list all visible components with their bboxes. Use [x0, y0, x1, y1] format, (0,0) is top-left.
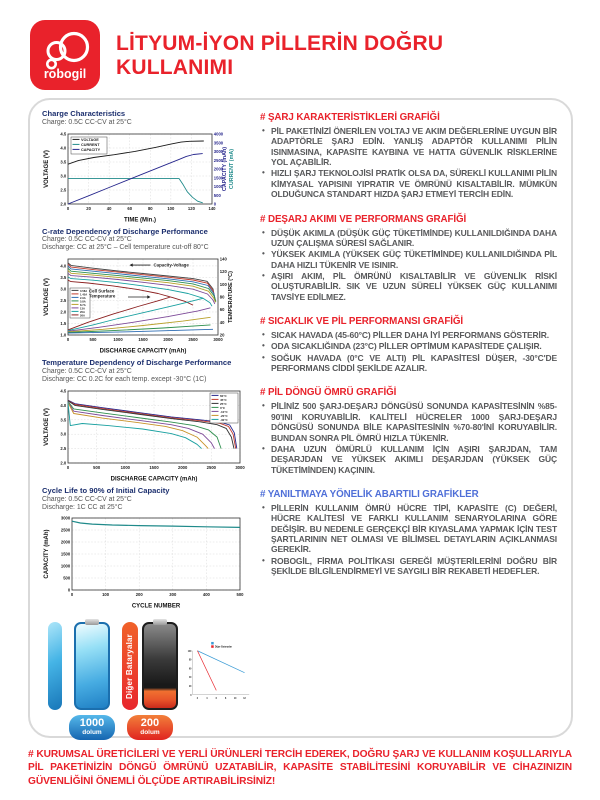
footer-note	[0, 748, 600, 788]
bullet-item: • YÜKSEK AKIMLA (YÜKSEK GÜÇ TÜKETİMİNDE) KULLANILDIĞINDA PİL DAHA HIZLI TÜKENİR VE ISINIR.	[260, 249, 557, 270]
svg-text:2000: 2000	[60, 539, 71, 545]
section-bullets	[260, 126, 557, 200]
chart-cycle-life	[42, 487, 252, 610]
svg-text:40: 40	[106, 205, 112, 211]
svg-text:500: 500	[236, 592, 244, 598]
svg-text:100: 100	[187, 651, 192, 654]
svg-text:VOLTAGE (V): VOLTAGE (V)	[44, 278, 50, 317]
svg-text:3.0: 3.0	[60, 173, 67, 179]
svg-text:3.5: 3.5	[60, 159, 67, 165]
svg-text:20A: 20A	[80, 311, 85, 315]
svg-text:1.0: 1.0	[60, 332, 67, 338]
section-2	[260, 214, 557, 303]
footer-text: # KURUMSAL ÜRETİCİLERİ VE YERLİ ÜRÜNLERİ TERCİH EDEREK, DOĞRU ŞARJ VE KULLANIM KOŞULLARIYLA PİL PAKETİNİZİN DÖNGÜ ÖMRÜNÜ UZATABİLİR, KAPASİTE STABİLİTESİNİ KORUYABİLİR VE CİHAZINIZIN GÜVENLİĞİNİ ÖNEMLİ ÖLÇÜDE ARTIRABİLİRSİNİZ!	[28, 749, 572, 787]
chart-title: Cycle Life to 90% of Initial Capacity	[42, 485, 170, 495]
info-sections	[252, 110, 561, 732]
chart-crate-discharge	[42, 228, 252, 355]
svg-text:120: 120	[187, 205, 195, 211]
svg-text:CURRENT (mA): CURRENT (mA)	[229, 148, 235, 189]
page-title: LİTYUM-İYON PİLLERİN DOĞRU KULLANIMI	[116, 32, 444, 79]
svg-text:13A: 13A	[80, 307, 85, 311]
cycle-life-plot	[42, 513, 248, 609]
svg-text:8.7A: 8.7A	[80, 304, 86, 308]
svg-text:DISCHARGE CAPACITY (mAh): DISCHARGE CAPACITY (mAh)	[110, 476, 198, 482]
crate-discharge-plot	[42, 254, 248, 354]
svg-text:100: 100	[167, 205, 175, 211]
svg-text:Temperature: Temperature	[89, 293, 116, 299]
svg-text:12: 12	[243, 698, 246, 701]
section-bullets	[260, 330, 557, 373]
svg-text:25°C: 25°C	[220, 401, 227, 406]
capacity-retention-mini-plot	[185, 628, 252, 714]
svg-text:DISCHARGE CAPACITY (mAh): DISCHARGE CAPACITY (mAh)	[99, 348, 187, 355]
svg-text:1500: 1500	[60, 551, 71, 557]
cycles-count: 200	[140, 717, 160, 730]
svg-text:200: 200	[135, 592, 143, 598]
svg-text:400: 400	[202, 592, 210, 598]
chart-subtitle: Charge: 0.5C CC-CV at 25°C	[42, 367, 132, 375]
svg-text:120: 120	[219, 269, 227, 275]
svg-text:60°C: 60°C	[220, 393, 227, 398]
svg-text:0°C: 0°C	[220, 405, 226, 410]
section-5	[260, 489, 557, 577]
cycles-count: 1000	[79, 717, 105, 730]
svg-text:4.0: 4.0	[60, 402, 67, 408]
svg-text:0: 0	[66, 205, 70, 211]
other-batteries-label: Diğer Bataryalar	[125, 633, 135, 699]
svg-text:2.0: 2.0	[60, 460, 67, 466]
svg-text:2500: 2500	[60, 527, 71, 533]
svg-text:-30°C: -30°C	[220, 417, 228, 422]
chart-subtitle: Discharge: CC at 25°C – Cell temperature cut-off 80°C	[42, 244, 209, 252]
section-heading: # YANILTMAYA YÖNELİK ABARTILI GRAFİKLER	[260, 488, 479, 500]
svg-text:4.0: 4.0	[60, 145, 67, 151]
full-battery-icon	[74, 622, 110, 710]
svg-text:3000: 3000	[60, 515, 71, 521]
svg-text:4000: 4000	[213, 131, 224, 137]
svg-text:Capacity-Voltage: Capacity-Voltage	[153, 262, 189, 268]
robogil-logo	[30, 20, 100, 90]
svg-text:0.58A: 0.58A	[80, 290, 88, 294]
svg-text:1.5: 1.5	[60, 321, 67, 327]
section-bullets	[260, 401, 557, 475]
svg-text:60: 60	[127, 205, 133, 211]
chart-subtitle: Charge: 0.5C CC-CV at 25°C	[42, 118, 132, 126]
svg-text:CAPACITY: CAPACITY	[81, 147, 101, 152]
svg-text:Diğer Bataryalar: Diğer Bataryalar	[214, 647, 233, 650]
section-heading: # PİL DÖNGÜ ÖMRÜ GRAFİĞİ	[260, 387, 397, 399]
bullet-item: • ODA SICAKLIĞINDA (23°C) PİLLER OPTİMUM KAPASİTEDE ÇALIŞIR.	[260, 341, 557, 351]
svg-text:6: 6	[215, 698, 217, 701]
chart-subtitle: Discharge: 1C CC at 25°C	[42, 503, 123, 511]
svg-text:VOLTAGE (V): VOLTAGE (V)	[44, 407, 50, 446]
svg-text:5.8A: 5.8A	[80, 300, 86, 304]
other-batteries-ribbon	[122, 622, 138, 710]
header	[0, 0, 600, 94]
svg-text:20: 20	[86, 205, 91, 211]
charge-characteristics-plot	[42, 129, 248, 223]
other-cycles-badge	[127, 715, 173, 740]
svg-text:VOLTAGE: VOLTAGE	[81, 137, 99, 142]
svg-text:20: 20	[188, 686, 192, 689]
svg-text:4: 4	[206, 698, 208, 701]
bullet-item: • SICAK HAVADA (45-60°C) PİLLER DAHA İYİ PERFORMANS GÖSTERİR.	[260, 330, 557, 340]
other-battery-group	[122, 622, 178, 740]
svg-text:CAPACITY (mAh): CAPACITY (mAh)	[44, 529, 50, 579]
svg-text:140: 140	[219, 256, 227, 262]
svg-text:2.5: 2.5	[60, 445, 67, 451]
svg-text:80: 80	[147, 205, 153, 211]
svg-text:1000: 1000	[60, 563, 71, 569]
robogil-cycles-badge	[69, 715, 115, 740]
svg-text:60: 60	[188, 668, 192, 671]
svg-text:140: 140	[208, 205, 216, 211]
svg-text:500: 500	[93, 465, 101, 471]
svg-text:2000: 2000	[178, 465, 188, 471]
bullet-item: • PİL PAKETİNİZİ ÖNERİLEN VOLTAJ VE AKIM DEĞERLERİNE UYGUN BİR ADAPTÖRLE ŞARJ EDİN. YANLIŞ ADAPTÖR KULLANIMI PİLİN ISINMASINA, KAPASİTE KAYBINA VE HATTA GÜVENLİK RİSKLERİNE YOL AÇABİLİR.	[260, 126, 557, 167]
svg-text:3.0: 3.0	[60, 431, 67, 437]
svg-text:20: 20	[219, 332, 225, 338]
svg-text:TIME (Min.): TIME (Min.)	[124, 217, 156, 223]
svg-text:40: 40	[219, 320, 225, 326]
svg-text:4.5: 4.5	[60, 131, 67, 137]
svg-text:1000: 1000	[213, 183, 224, 189]
section-4	[260, 387, 557, 475]
section-bullets	[260, 228, 557, 303]
svg-text:1500: 1500	[213, 174, 224, 180]
section-1	[260, 112, 557, 200]
svg-text:VOLTAGE (V): VOLTAGE (V)	[44, 149, 50, 188]
svg-text:0: 0	[66, 465, 70, 471]
section-heading: # SICAKLIK VE PİL PERFORMANSI GRAFİĞİ	[260, 316, 463, 328]
svg-text:2: 2	[196, 698, 198, 701]
chart-charge-characteristics	[42, 110, 252, 223]
svg-text:500: 500	[63, 575, 71, 581]
svg-text:2.0: 2.0	[60, 309, 67, 315]
chart-subtitle: Discharge: CC 0.2C for each temp. except -30°C (1C)	[42, 375, 207, 383]
svg-text:10: 10	[233, 698, 237, 701]
section-heading: # ŞARJ KARAKTERİSTİKLERİ GRAFİĞİ	[260, 112, 440, 123]
svg-text:CYCLE NUMBER: CYCLE NUMBER	[131, 603, 181, 610]
section-3	[260, 316, 557, 373]
svg-text:2000: 2000	[163, 337, 173, 343]
svg-text:-20°C: -20°C	[220, 413, 228, 418]
svg-text:4.5: 4.5	[60, 388, 67, 394]
section-heading: # DEŞARJ AKIMI VE PERFORMANS GRAFİĞİ	[260, 213, 467, 225]
svg-text:1500: 1500	[149, 465, 159, 471]
chart-subtitle: Charge: 0.5C CC-CV at 25°C	[42, 236, 132, 244]
bullet-item: • PİLLERİN KULLANIM ÖMRÜ HÜCRE TİPİ, KAPASİTE (C) DEĞERİ, HÜCRE KALİTESİ VE FARKLI KULLANIM SENARYOLARINA GÖRE DEĞİŞİR. BU NEDENLE GERÇEKÇİ BİR KIYASLAMA YAPMAK İÇİN TEST ŞARTLARININ NET OLMASI VE BİLİMSEL DETAYLARIN AÇIKLANMASI GEREKİR.	[260, 503, 557, 555]
svg-text:2500: 2500	[206, 465, 216, 471]
chart-title: Charge Characteristics	[42, 109, 126, 118]
svg-text:26A: 26A	[80, 314, 85, 318]
svg-text:CURRENT: CURRENT	[81, 142, 100, 147]
svg-text:0: 0	[190, 695, 192, 698]
svg-text:3.5: 3.5	[60, 417, 67, 423]
svg-text:1500: 1500	[138, 337, 148, 343]
svg-text:1000: 1000	[113, 337, 123, 343]
cycles-unit: dolum	[140, 729, 160, 737]
svg-text:3000: 3000	[213, 337, 223, 343]
bullet-item: • DÜŞÜK AKIMLA (DÜŞÜK GÜÇ TÜKETİMİNDE) KULLANILDIĞINDA DAHA UZUN ÇALIŞMA SÜRESİ SAĞLANIR.	[260, 228, 557, 249]
bullet-item: • ROBOGİL, FİRMA POLİTİKASI GEREĞİ MÜŞTERİLERİNİ DOĞRU BİR ŞEKİLDE BİLGİLENDİRMEYİ VE SAYGILI BİR REKABETİ HEDEFLER.	[260, 556, 557, 577]
svg-text:500: 500	[213, 192, 221, 198]
svg-text:0: 0	[70, 592, 74, 598]
svg-text:500: 500	[89, 337, 97, 343]
svg-text:CAPACITY (mAh): CAPACITY (mAh)	[222, 146, 228, 191]
svg-text:80: 80	[219, 294, 225, 300]
svg-text:2.5: 2.5	[60, 187, 67, 193]
svg-text:40: 40	[188, 677, 192, 680]
robogil-battery-group	[69, 622, 115, 740]
svg-text:3500: 3500	[213, 139, 224, 145]
svg-text:3000: 3000	[213, 148, 224, 154]
chart-temperature-discharge	[42, 359, 252, 482]
svg-text:0: 0	[213, 201, 217, 207]
battery-comparison-graphic	[36, 614, 252, 740]
chart-subtitle: Charge: 0.5C CC-CV at 25°C	[42, 495, 132, 503]
empty-battery-icon	[142, 622, 178, 710]
chart-title: C-rate Dependency of Discharge Performance	[42, 226, 208, 236]
bullet-item: • PİLİNİZ 500 ŞARJ-DEŞARJ DÖNGÜSÜ SONUNDA KAPASİTESİNİN %85-90'INI KORUYABİLİR. KALİTELİ HÜCRELER 1000 ŞARJ-DEŞARJ DÖNGÜSÜ SONUNDA BİLE KAPASİTESİNİN %70-80'İNİ KORUYABİLİR. BUNDAN SONRA PİL ÖMRÜ HIZLA TÜKENİR.	[260, 401, 557, 442]
svg-text:100: 100	[102, 592, 110, 598]
svg-text:60: 60	[219, 307, 225, 313]
svg-text:TEMPERATURE (°C): TEMPERATURE (°C)	[228, 271, 234, 324]
svg-text:2000: 2000	[213, 166, 224, 172]
svg-text:2.0: 2.0	[60, 201, 67, 207]
chart-title: Temperature Dependency of Discharge Performance	[42, 358, 232, 368]
svg-text:3.5: 3.5	[60, 275, 67, 281]
svg-text:8: 8	[225, 698, 227, 701]
svg-text:Cell Surface: Cell Surface	[89, 288, 115, 294]
bullet-item: • DAHA UZUN ÖMÜRLÜ KULLANIM İÇİN AŞIRI ŞARJDAN, TAM DEŞARJDAN VE YÜKSEK AKIMLI DEŞARJDAN (YÜKSEK GÜÇ TÜKETİMİNDEN) KAÇININ.	[260, 444, 557, 475]
bullet-item: • HIZLI ŞARJ TEKNOLOJİSİ PRATİK OLSA DA, SÜREKLİ KULLANIMI PİLİN KİMYASAL YAPISINI YIPRATIR VE ÖMRÜNÜ KISALTABİLİR. MÜMKÜN OLDUĞUNCA STANDART HIZDA ŞARJ ETMEYİ TERCİH EDİN.	[260, 168, 557, 199]
logo-text: robogil	[43, 67, 87, 81]
charts-column	[36, 109, 252, 737]
cycles-unit: dolum	[82, 729, 102, 737]
battery-bar-graphic	[48, 622, 62, 710]
svg-text:80: 80	[188, 660, 192, 663]
temperature-discharge-plot	[42, 386, 248, 482]
svg-text:300: 300	[169, 592, 177, 598]
content-card	[28, 98, 573, 738]
svg-text:2.5: 2.5	[60, 298, 67, 304]
svg-text:45°C: 45°C	[220, 397, 227, 402]
svg-text:0: 0	[67, 587, 71, 593]
section-bullets	[260, 503, 557, 577]
svg-text:3000: 3000	[235, 465, 245, 471]
robogil-logo-icon	[30, 20, 100, 90]
svg-text:1000: 1000	[120, 465, 130, 471]
svg-text:4.0: 4.0	[60, 263, 67, 269]
svg-text:0: 0	[66, 337, 70, 343]
svg-text:100: 100	[219, 282, 227, 288]
bullet-item: • SOĞUK HAVADA (0°C VE ALTI) PİL KAPASİTESİ DÜŞER, -30°C'DE PERFORMANS CİDDİ ŞEKİLDE AZALIR.	[260, 353, 557, 374]
bullet-item: • AŞIRI AKIM, PİL ÖMRÜNÜ KISALTABİLİR VE GÜVENLİK RİSKİ OLUŞTURABİLİR. SIK VE UZUN SÜRELİ YÜKSEK GÜÇ KULLANIMI TAVSİYE EDİLMEZ.	[260, 271, 557, 302]
svg-text:2500: 2500	[188, 337, 198, 343]
svg-text:3.0: 3.0	[60, 286, 67, 292]
svg-text:-10°C: -10°C	[220, 409, 228, 414]
svg-text:2500: 2500	[213, 157, 224, 163]
svg-text:1.45A: 1.45A	[80, 293, 88, 297]
svg-text:2.9A: 2.9A	[80, 297, 86, 301]
